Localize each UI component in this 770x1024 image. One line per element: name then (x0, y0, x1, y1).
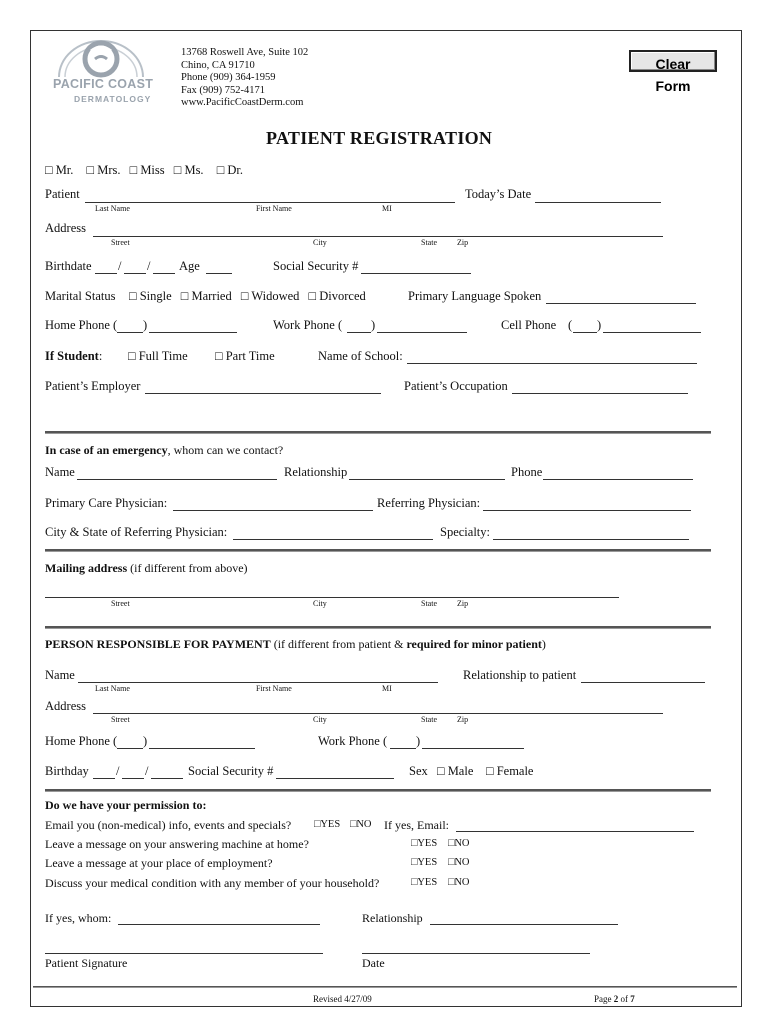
payer-home-phone-label: Home Phone ( (45, 734, 118, 748)
female-checkbox[interactable]: □ Female (486, 764, 534, 778)
street-caption: Street (111, 238, 130, 247)
section-divider (45, 549, 711, 552)
cell-phone-label: Cell Phone (501, 318, 557, 332)
paren-close: ) (143, 318, 148, 332)
specialty-field[interactable] (493, 539, 689, 540)
section-divider (45, 626, 711, 629)
cell-phone-area-field[interactable] (573, 332, 597, 333)
section-divider (33, 986, 737, 988)
logo (41, 37, 161, 107)
payer-home-phone-field[interactable] (149, 748, 255, 749)
patient-name-field[interactable] (85, 202, 455, 203)
marital-options (129, 289, 366, 304)
emergency-name-field[interactable] (77, 479, 277, 480)
address-field[interactable] (93, 236, 663, 237)
logo-sub: DERMATOLOGY (74, 94, 152, 104)
q3-no-checkbox[interactable]: □NO (448, 857, 470, 868)
todays-date-field[interactable] (535, 202, 661, 203)
state-caption: State (421, 599, 437, 608)
q1-no-checkbox[interactable]: □NO (350, 819, 372, 830)
page-title: PATIENT REGISTRATION (266, 128, 493, 148)
payer-work-phone-area-field[interactable] (390, 748, 416, 749)
permission-q1: Email you (non-medical) info, events and specials? (45, 818, 292, 832)
slash: / (147, 259, 151, 273)
referring-label: Referring Physician: (377, 496, 481, 510)
permission-email-field[interactable] (456, 831, 694, 832)
last-name-caption: Last Name (95, 204, 130, 213)
whom-relationship-field[interactable] (430, 924, 618, 925)
signature-label: Patient Signature (45, 956, 128, 970)
home-phone-area-field[interactable] (117, 332, 143, 333)
mailing-heading: Mailing address (if different from above) (45, 561, 248, 575)
zip-caption: Zip (457, 238, 469, 247)
slash: / (116, 764, 120, 778)
ssn-field[interactable] (361, 273, 471, 274)
if-student-label: If Student: (45, 349, 103, 363)
ms-checkbox[interactable]: □ Ms. (173, 163, 204, 177)
section-divider (45, 431, 711, 434)
occupation-field[interactable] (512, 393, 688, 394)
patient-label: Patient (45, 187, 80, 201)
home-phone-label: Home Phone ( (45, 318, 118, 332)
ssn-label: Social Security # (273, 259, 359, 273)
permission-q4: Discuss your medical condition with any member of your household? (45, 876, 380, 890)
address-line: 13768 Roswell Ave, Suite 102 (181, 47, 309, 58)
address-label: Address (45, 221, 86, 235)
address-line: Fax (909) 752-4171 (181, 84, 265, 96)
state-caption: State (421, 238, 437, 247)
city-state-label: City & State of Referring Physician: (45, 525, 228, 539)
zip-caption: Zip (457, 599, 469, 608)
payer-work-phone-label: Work Phone ( (318, 734, 388, 748)
mi-caption: MI (382, 684, 392, 693)
if-yes-email-label: If yes, Email: (384, 818, 449, 832)
cell-phone-field[interactable] (603, 332, 701, 333)
q4-no-checkbox[interactable]: □NO (448, 877, 470, 888)
payer-birth-day-field[interactable] (122, 778, 144, 779)
payer-ssn-label: Social Security # (188, 764, 274, 778)
payer-birthday-label: Birthday (45, 764, 89, 778)
paren-close: ) (416, 734, 421, 748)
q2-yes-checkbox[interactable]: □YES (411, 838, 438, 849)
emergency-phone-field[interactable] (543, 479, 693, 480)
pcp-label: Primary Care Physician: (45, 496, 168, 510)
payment-heading: PERSON RESPONSIBLE FOR PAYMENT (if different from patient & required for minor patient) (45, 637, 546, 651)
emergency-heading: In case of an emergency, whom can we contact? (45, 443, 284, 457)
divorced-checkbox[interactable]: □ Divorced (308, 289, 366, 303)
address-line: Phone (909) 364-1959 (181, 72, 276, 83)
whom-relationship-label: Relationship (362, 911, 423, 925)
payer-relationship-field[interactable] (581, 682, 705, 683)
last-name-caption: Last Name (95, 684, 130, 693)
city-state-field[interactable] (233, 539, 433, 540)
payer-name-label: Name (45, 668, 75, 682)
emergency-phone-label: Phone (511, 465, 543, 479)
sex-label: Sex (409, 764, 428, 778)
state-caption: State (421, 715, 437, 724)
section-divider (45, 789, 711, 792)
pcp-field[interactable] (173, 510, 373, 511)
todays-date-label: Today’s Date (465, 187, 532, 201)
home-phone-field[interactable] (149, 332, 237, 333)
slash: / (145, 764, 149, 778)
paren-close: ) (143, 734, 148, 748)
revised-date: Revised 4/27/09 (313, 994, 372, 1004)
signature-field[interactable] (45, 953, 323, 954)
slash: / (118, 259, 122, 273)
if-yes-whom-label: If yes, whom: (45, 911, 112, 925)
practice-address (181, 47, 308, 110)
payer-work-phone-field[interactable] (422, 748, 524, 749)
age-label: Age (179, 259, 200, 273)
city-caption: City (313, 715, 327, 724)
mi-caption: MI (382, 204, 392, 213)
payer-address-label: Address (45, 699, 86, 713)
occupation-label: Patient’s Occupation (404, 379, 508, 393)
emergency-name-label: Name (45, 465, 75, 479)
payer-home-phone-area-field[interactable] (117, 748, 143, 749)
paren-open: ( (568, 318, 573, 332)
work-phone-area-field[interactable] (347, 332, 371, 333)
language-label: Primary Language Spoken (408, 289, 542, 303)
signature-date-field[interactable] (362, 953, 590, 954)
logo-name: PACIFIC COAST (53, 77, 154, 91)
birth-year-field[interactable] (153, 273, 175, 274)
dr-checkbox[interactable]: □ Dr. (216, 163, 243, 177)
q4-yes-checkbox[interactable]: □YES (411, 877, 438, 888)
miss-checkbox[interactable]: □ Miss (129, 163, 165, 177)
first-name-caption: First Name (256, 204, 292, 213)
birth-day-field[interactable] (124, 273, 146, 274)
school-field[interactable] (407, 363, 697, 364)
permission-q3: Leave a message at your place of employment? (45, 856, 273, 870)
payer-relationship-label: Relationship to patient (463, 668, 577, 682)
specialty-label: Specialty: (440, 525, 490, 539)
payer-birth-year-field[interactable] (151, 778, 183, 779)
address-line: Chino, CA 91710 (181, 59, 255, 71)
street-caption: Street (111, 599, 130, 608)
age-field[interactable] (206, 273, 232, 274)
payer-ssn-field[interactable] (276, 778, 394, 779)
logo-mark-icon (41, 37, 161, 79)
q1-yes-checkbox[interactable]: □YES (314, 819, 341, 830)
page-number: Page 2 of 7 (594, 994, 635, 1004)
q2-no-checkbox[interactable]: □NO (448, 838, 470, 849)
emergency-relationship-label: Relationship (284, 465, 348, 479)
employer-field[interactable] (145, 393, 381, 394)
city-caption: City (313, 238, 327, 247)
emergency-relationship-field[interactable] (349, 479, 505, 480)
work-phone-label: Work Phone ( (273, 318, 343, 332)
employer-label: Patient’s Employer (45, 379, 141, 393)
city-caption: City (313, 599, 327, 608)
birth-month-field[interactable] (95, 273, 117, 274)
marital-status-label: Marital Status (45, 289, 116, 303)
zip-caption: Zip (457, 715, 469, 724)
mr-checkbox[interactable]: □ Mr. (45, 163, 74, 177)
permission-heading: Do we have your permission to: (45, 798, 207, 812)
part-time-checkbox[interactable]: □ Part Time (215, 349, 275, 363)
male-checkbox[interactable]: □ Male (437, 764, 474, 778)
single-checkbox[interactable]: □ Single (129, 289, 172, 303)
mrs-checkbox[interactable]: □ Mrs. (86, 163, 121, 177)
paren-close: ) (597, 318, 602, 332)
married-checkbox[interactable]: □ Married (180, 289, 232, 303)
language-field[interactable] (546, 303, 696, 304)
clear-form-button[interactable]: Clear Form (629, 50, 717, 72)
whom-field[interactable] (118, 924, 320, 925)
school-label: Name of School: (318, 349, 403, 363)
work-phone-field[interactable] (377, 332, 467, 333)
date-label: Date (362, 956, 385, 970)
first-name-caption: First Name (256, 684, 292, 693)
birthdate-label: Birthdate (45, 259, 92, 273)
title-options (45, 163, 243, 178)
payer-birth-month-field[interactable] (93, 778, 115, 779)
mailing-address-field[interactable] (45, 597, 619, 598)
q3-yes-checkbox[interactable]: □YES (411, 857, 438, 868)
street-caption: Street (111, 715, 130, 724)
form-page (30, 30, 742, 1007)
referring-field[interactable] (483, 510, 691, 511)
payer-name-field[interactable] (78, 682, 438, 683)
widowed-checkbox[interactable]: □ Widowed (240, 289, 300, 303)
paren-close: ) (371, 318, 376, 332)
full-time-checkbox[interactable]: □ Full Time (128, 349, 188, 363)
payer-address-field[interactable] (93, 713, 663, 714)
website-link[interactable]: www.PacificCoastDerm.com (181, 97, 304, 108)
permission-q2: Leave a message on your answering machine at home? (45, 837, 309, 851)
